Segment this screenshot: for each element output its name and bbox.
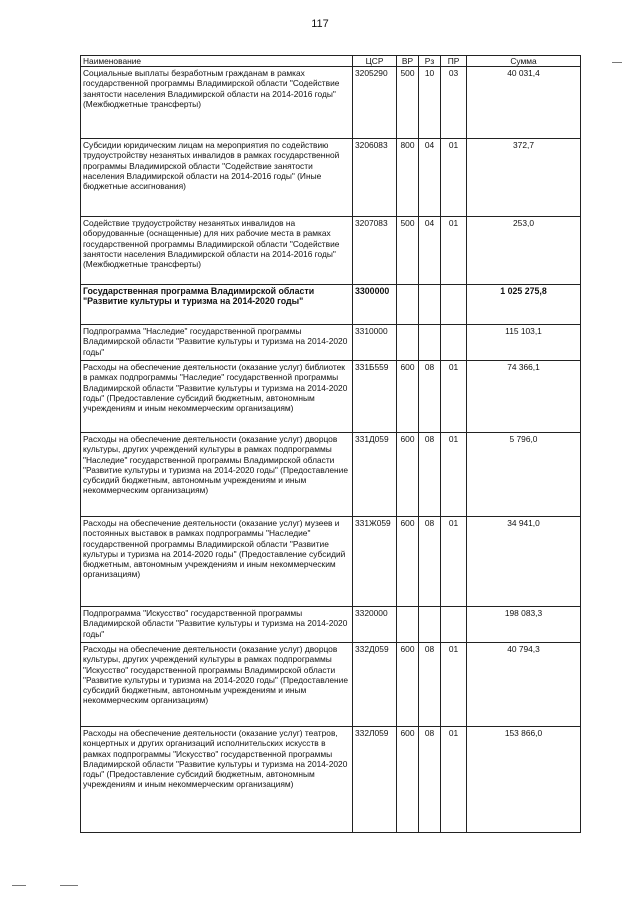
row-rz bbox=[419, 325, 441, 361]
row-rz: 08 bbox=[419, 433, 441, 517]
table-row bbox=[81, 139, 581, 217]
row-csr: 331Д059 bbox=[353, 433, 397, 517]
header-sum: Сумма bbox=[467, 56, 581, 67]
row-sum: 115 103,1 bbox=[467, 325, 581, 361]
row-name: Содействие трудоустройству незанятых инвалидов на оборудованные (оснащенные) для них рабочие места в рамках государственной программы Владимирской области "Содействие занятости населения Владимирской области на 2014-2016 годы" (Межбюджетные трансферты) bbox=[81, 217, 353, 285]
row-sum: 40 031,4 bbox=[467, 67, 581, 139]
table-row bbox=[81, 285, 581, 325]
row-rz: 08 bbox=[419, 517, 441, 607]
row-pr: 01 bbox=[441, 139, 467, 217]
scan-mark bbox=[12, 885, 26, 886]
row-pr: 01 bbox=[441, 727, 467, 833]
row-vr bbox=[397, 325, 419, 361]
row-csr: 332Д059 bbox=[353, 643, 397, 727]
row-vr: 500 bbox=[397, 217, 419, 285]
row-csr: 3320000 bbox=[353, 607, 397, 643]
row-sum: 1 025 275,8 bbox=[467, 285, 581, 325]
row-name: Расходы на обеспечение деятельности (оказание услуг) музеев и постоянных выставок в рамках подпрограммы "Наследие" государственной программы Владимирской области "Развитие культуры и туризма на 2014-2020 годы" (Предоставление субсидий бюджетным, автономным учреждениям и иным некоммерческим организациям) bbox=[81, 517, 353, 607]
row-vr: 600 bbox=[397, 727, 419, 833]
row-csr: 3205290 bbox=[353, 67, 397, 139]
row-rz bbox=[419, 285, 441, 325]
row-rz: 04 bbox=[419, 217, 441, 285]
row-pr: 01 bbox=[441, 217, 467, 285]
header-pr: ПР bbox=[441, 56, 467, 67]
row-vr: 600 bbox=[397, 517, 419, 607]
row-vr: 600 bbox=[397, 361, 419, 433]
row-csr: 3206083 bbox=[353, 139, 397, 217]
row-pr: 01 bbox=[441, 517, 467, 607]
row-name: Расходы на обеспечение деятельности (оказание услуг) библиотек в рамках подпрограммы "Наследие" государственной программы Владимирской области "Развитие культуры и туризма на 2014-2020 годы" (Предоставление субсидий бюджетным, автономным учреждениям и иным некоммерческим организациям) bbox=[81, 361, 353, 433]
row-pr bbox=[441, 325, 467, 361]
row-csr: 332Л059 bbox=[353, 727, 397, 833]
row-name: Субсидии юридическим лицам на мероприятия по содействию трудоустройству незанятых инвалидов в рамках государственной программы Владимирской области "Содействие занятости населения Владимирской области на 2014-2016 годы" (Иные бюджетные ассигнования) bbox=[81, 139, 353, 217]
row-name: Расходы на обеспечение деятельности (оказание услуг) театров, концертных и других организаций исполнительских искусств в рамках подпрограммы "Искусство" государственной программы Владимирской области "Развитие культуры и туризма на 2014-2020 годы" (Предоставление субсидий бюджетным, автономным учреждениям и иным некоммерческим организациям) bbox=[81, 727, 353, 833]
table-row bbox=[81, 727, 581, 833]
row-rz: 04 bbox=[419, 139, 441, 217]
row-pr: 03 bbox=[441, 67, 467, 139]
row-sum: 34 941,0 bbox=[467, 517, 581, 607]
row-vr bbox=[397, 607, 419, 643]
row-csr: 3310000 bbox=[353, 325, 397, 361]
row-vr: 600 bbox=[397, 643, 419, 727]
row-sum: 40 794,3 bbox=[467, 643, 581, 727]
row-name: Государственная программа Владимирской области "Развитие культуры и туризма на 2014-2020 годы" bbox=[81, 285, 353, 325]
row-pr: 01 bbox=[441, 643, 467, 727]
row-pr bbox=[441, 607, 467, 643]
row-rz: 08 bbox=[419, 361, 441, 433]
row-pr: 01 bbox=[441, 361, 467, 433]
row-sum: 74 366,1 bbox=[467, 361, 581, 433]
row-sum: 372,7 bbox=[467, 139, 581, 217]
row-rz bbox=[419, 607, 441, 643]
row-name: Расходы на обеспечение деятельности (оказание услуг) дворцов культуры, других учреждений культуры в рамках подпрограммы "Искусство" государственной программы Владимирской области "Развитие культуры и туризма на 2014-2020 годы" (Предоставление субсидий бюджетным, автономным учреждениям и иным некоммерческим организациям) bbox=[81, 643, 353, 727]
header-vr: ВР bbox=[397, 56, 419, 67]
row-name: Расходы на обеспечение деятельности (оказание услуг) дворцов культуры, других учреждений культуры в рамках подпрограммы "Наследие" государственной программы Владимирской области "Развитие культуры и туризма на 2014-2020 годы" (Предоставление субсидий бюджетным, автономным учреждениям и иным некоммерческим организациям) bbox=[81, 433, 353, 517]
row-csr: 331Б559 bbox=[353, 361, 397, 433]
row-pr bbox=[441, 285, 467, 325]
row-rz: 08 bbox=[419, 643, 441, 727]
table-row bbox=[81, 433, 581, 517]
header-rz: Рз bbox=[419, 56, 441, 67]
row-sum: 153 866,0 bbox=[467, 727, 581, 833]
row-vr bbox=[397, 285, 419, 325]
header-name: Наименование bbox=[81, 56, 353, 67]
table-row bbox=[81, 217, 581, 285]
table-row bbox=[81, 67, 581, 139]
scan-mark bbox=[612, 62, 622, 63]
row-name: Подпрограмма "Наследие" государственной программы Владимирской области "Развитие культуры и туризма на 2014-2020 годы" bbox=[81, 325, 353, 361]
row-csr: 331Ж059 bbox=[353, 517, 397, 607]
row-rz: 10 bbox=[419, 67, 441, 139]
table-row bbox=[81, 607, 581, 643]
table-header-row bbox=[81, 56, 581, 67]
table-row bbox=[81, 643, 581, 727]
scan-mark bbox=[60, 885, 78, 886]
row-name: Подпрограмма "Искусство" государственной программы Владимирской области "Развитие культуры и туризма на 2014-2020 годы" bbox=[81, 607, 353, 643]
table-row bbox=[81, 517, 581, 607]
row-vr: 800 bbox=[397, 139, 419, 217]
table-row bbox=[81, 361, 581, 433]
row-csr: 3300000 bbox=[353, 285, 397, 325]
table-row bbox=[81, 325, 581, 361]
row-vr: 600 bbox=[397, 433, 419, 517]
row-pr: 01 bbox=[441, 433, 467, 517]
row-sum: 198 083,3 bbox=[467, 607, 581, 643]
row-rz: 08 bbox=[419, 727, 441, 833]
budget-table bbox=[80, 55, 581, 833]
header-csr: ЦСР bbox=[353, 56, 397, 67]
row-sum: 5 796,0 bbox=[467, 433, 581, 517]
row-csr: 3207083 bbox=[353, 217, 397, 285]
page-number: 117 bbox=[311, 18, 329, 30]
row-vr: 500 bbox=[397, 67, 419, 139]
row-sum: 253,0 bbox=[467, 217, 581, 285]
row-name: Социальные выплаты безработным гражданам в рамках государственной программы Владимирской области "Содействие занятости населения Владимирской области на 2014-2016 годы" (Межбюджетные трансферты) bbox=[81, 67, 353, 139]
